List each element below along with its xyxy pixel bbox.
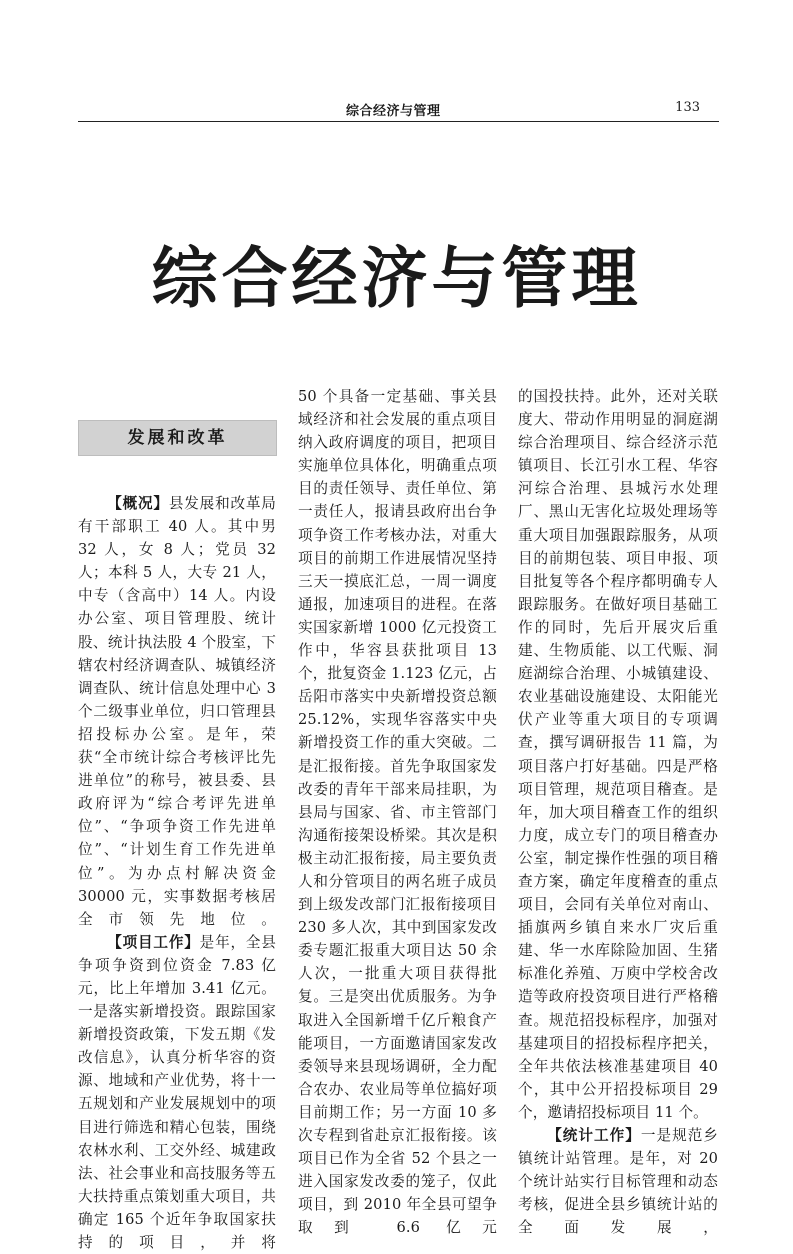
header-rule <box>78 121 719 122</box>
paragraph-overview <box>78 492 276 931</box>
chapter-title: 综合经济与管理 <box>151 239 642 317</box>
text-column-1 <box>78 492 276 1254</box>
paragraph-statistics-work <box>518 1124 718 1239</box>
paragraph-project-work-cont: 50 个具备一定基础、事关县域经济和社会发展的重点项目纳入政府调度的项目，把项目实施单位具体化，明确重点项目的责任领导、责任单位、第一责任人，报请县政府出台争项争资工作考核办法，对重大项目的前期工作进展情况坚持三天一摸底汇总，一周一调度通报，加速项目的进程。在落实国家新增 1000 亿元投资工作中，华容县获批项目 13 个，批复资金 1.123 亿元，占岳阳市落实中央新增投资总额 25.12%，实现华容落实中央新增投资工作的重大突破。二是汇报衔接。首先争取国家发改委的青年干部来局挂职，为县局与国家、省、市主管部门沟通衔接架设桥梁。其次是积极主动汇报衔接，局主要负责人和分管项目的两名班子成员到上级发改部门汇报衔接项目 230 多人次，其中到国家发改委专题汇报重大项目达 50 余人次，一批重大项目获得批复。三是突出优质服务。为争取进入全国新增千亿斤粮食产能项目，一方面邀请国家发改委领导来县现场调研，全力配合农办、农业局等单位搞好项目前期工作；另一方面 10 多次专程到省赴京汇报衔接。该项目已作为全省 52 个县之一进入国家发改委的笼子，仅此项目，到 2010 年全县可望争取到 6.6 亿元 <box>298 388 497 1237</box>
running-head <box>78 100 718 122</box>
page-number: 133 <box>675 100 700 115</box>
text-column-3 <box>518 385 718 1239</box>
paragraph-project-work-end: 的国投扶持。此外，还对关联度大、带动作用明显的洞庭湖综合治理项目、综合经济示范镇项目、长江引水工程、华容河综合治理、县城污水处理厂、黑山无害化垃圾处理场等重大项目加强跟踪服务，从项目的前期包装、项目申报、项目批复等各个程序都明确专人跟踪服务。在做好项目基础工作的同时，先后开展灾后重建、生物质能、以工代赈、洞庭湖综合治理、小城镇建设、农业基础设施建设、太阳能光伏产业等重大项目的专项调查，撰写调研报告 11 篇，为项目落户打好基础。四是严格项目管理，规范项目稽查。是年，加大项目稽查工作的组织力度，成立专门的项目稽查办公室，制定操作性强的项目稽查方案，确定年度稽查的重点项目，会同有关单位对南山、插旗两乡镇自来水厂灾后重建、华一水库除险加固、生猪标准化养殖、万庾中学校舍改造等政府投资项目进行严格稽查。规范招投标程序，加强对基建项目的招投标程序把关，全年共依法核准基建项目 40 个，其中公开招投标项目 29 个，邀请招投标项目 11 个。 <box>518 388 718 1121</box>
running-title: 综合经济与管理 <box>346 104 441 119</box>
section-heading-box <box>78 420 277 456</box>
project-work-label: 【项目工作】 <box>107 933 200 951</box>
section-title: 发展和改革 <box>127 428 228 448</box>
text-column-2 <box>298 385 497 1239</box>
overview-text: 县发展和改革局有干部职工 40 人。其中男 32 人，女 8 人；党员 32 人；本科 5 人，大专 21 人，中专（含高中）14 人。内设办公室、项目管理股、统计股、统计执法股 4 个股室，下辖农村经济调查队、城镇经济调查队、统计信息处理中心 3 个二级事业单位，归口管理县招投标办公室。是年，荣获“全市统计综合考核评比先进单位”的称号，被县委、县政府评为“综合考评先进单位”、“争项争资工作先进单位”、“计划生育工作先进单位”。为办点村解决资金 30000 元，实事数据考核居全市领先地位。 <box>78 495 277 928</box>
statistics-work-label: 【统计工作】 <box>547 1127 641 1144</box>
project-work-text: 是年，全县争项争资到位资金 7.83 亿元，比上年增加 3.41 亿元。一是落实新增投资。跟踪国家新增投资政策，下发五期《发改信息》，认真分析华容的资源、地域和产业优势，将十一五规划和产业发展规划中的项目进行筛选和精心包装，围绕农林水利、工交外经、城建政法、社会事业和高技服务等五大扶持重点策划重大项目，共确定 165 个近年争取国家扶持的项目，并将 <box>78 933 276 1251</box>
overview-label: 【概况】 <box>107 495 169 512</box>
paragraph-project-work <box>78 931 276 1254</box>
statistics-work-text: 一是规范乡镇统计站管理。是年，对 20 个统计站实行目标管理和动态考核，促进全县乡镇统计站的全面发展， <box>518 1127 718 1237</box>
